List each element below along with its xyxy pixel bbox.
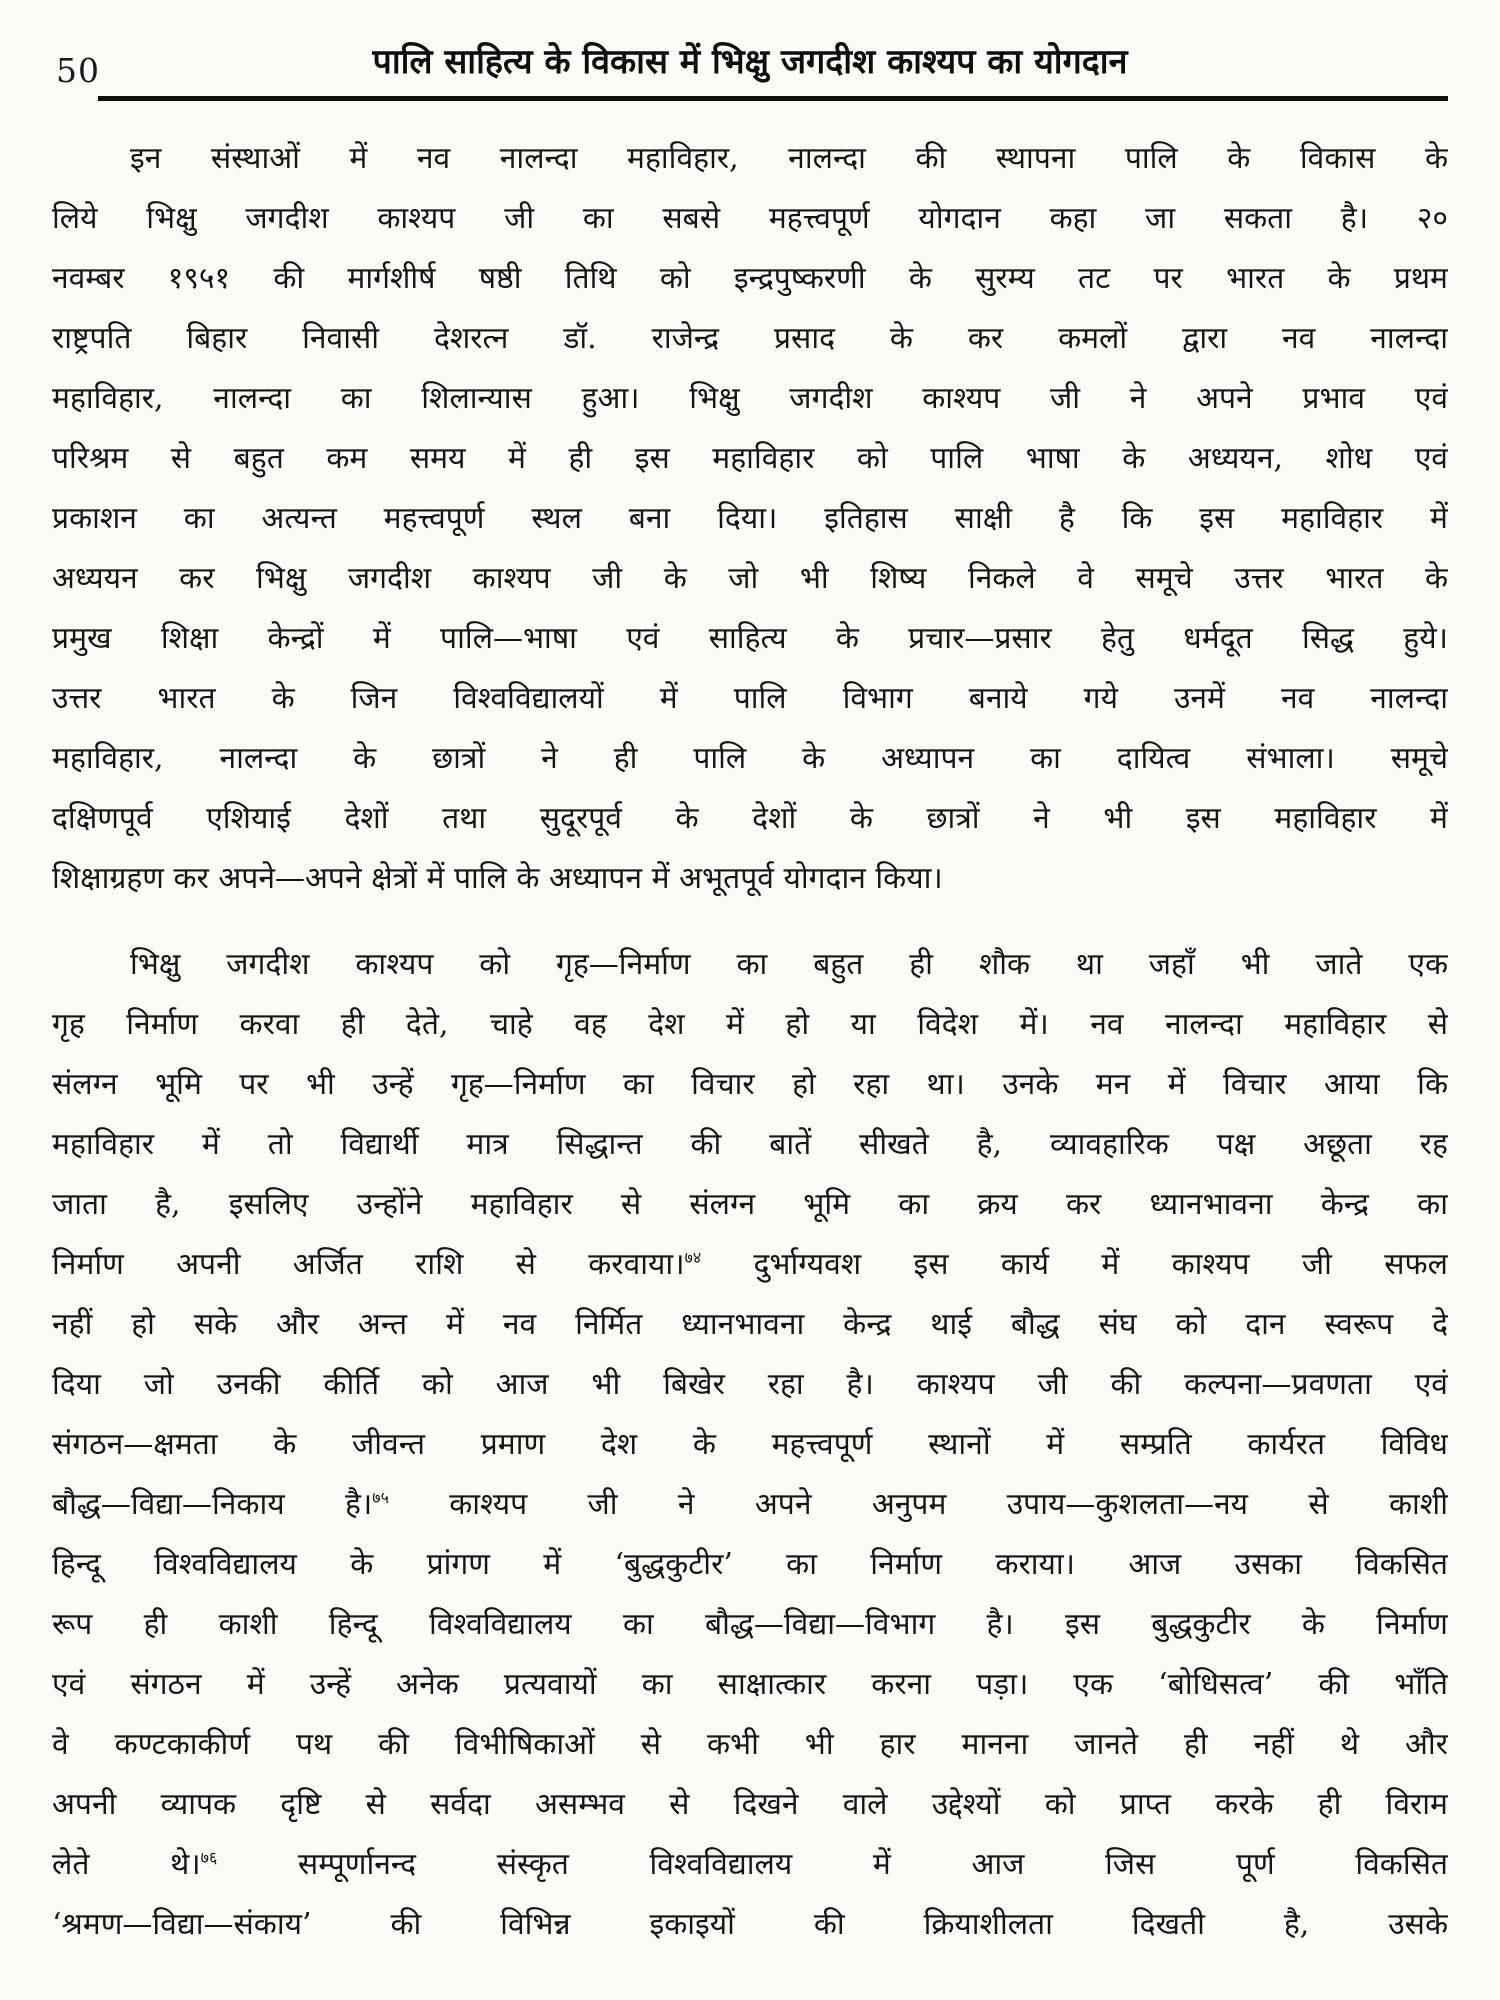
text-line: लेते थे।$^{७६}$ सम्पूर्णानन्द संस्कृत विश्वविद्यालय में आज जिस पूर्ण विकसित: [52, 1847, 1448, 1882]
footnote-marker: ७४: [684, 1248, 702, 1267]
text-line: अपनी व्यापक दृष्टि से सर्वदा असम्भव से दिखने वाले उद्देश्यों को प्राप्त करके ही विराम: [52, 1787, 1448, 1822]
text-line: दिया जो उनकी कीर्ति को आज भी बिखेर रहा है। काश्यप जी की कल्पना—प्रवणता एवं: [52, 1367, 1448, 1402]
text-line: बौद्ध—विद्या—निकाय है।$^{७५}$ काश्यप जी ने अपने अनुपम उपाय—कुशलता—नय से काशी: [52, 1487, 1448, 1522]
text-line: भिक्षु जगदीश काश्यप को गृह—निर्माण का बहुत ही शौक था जहाँ भी जाते एक: [130, 947, 1448, 982]
text-line: संगठन—क्षमता के जीवन्त प्रमाण देश के महत्त्वपूर्ण स्थानों में सम्प्रति कार्यरत विविध: [52, 1427, 1448, 1462]
text-line: अध्ययन कर भिक्षु जगदीश काश्यप जी के जो भी शिष्य निकले वे समूचे उत्तर भारत के: [52, 561, 1448, 596]
header-divider: [98, 96, 1448, 101]
page-number: 50: [56, 51, 100, 90]
text-line: इन संस्थाओं में नव नालन्दा महाविहार, नालन्दा की स्थापना पालि के विकास के: [130, 141, 1448, 176]
paragraph-2: [52, 935, 1448, 1955]
text-line: महाविहार, नालन्दा के छात्रों ने ही पालि के अध्यापन का दायित्व संभाला। समूचे: [52, 741, 1448, 776]
text-line: प्रकाशन का अत्यन्त महत्त्वपूर्ण स्थल बना दिया। इतिहास साक्षी है कि इस महाविहार में: [52, 501, 1448, 536]
paragraph-1: [52, 129, 1448, 909]
page-body: [52, 129, 1448, 1955]
text-line: जाता है, इसलिए उन्होंने महाविहार से संलग्न भूमि का क्रय कर ध्यानभावना केन्द्र का: [52, 1187, 1448, 1222]
text-line: उत्तर भारत के जिन विश्वविद्यालयों में पालि विभाग बनाये गये उनमें नव नालन्दा: [52, 681, 1448, 716]
text-line: प्रमुख शिक्षा केन्द्रों में पालि—भाषा एवं साहित्य के प्रचार—प्रसार हेतु धर्मदूत सिद्ध हुये।: [52, 621, 1448, 656]
footnote-marker: ७५: [372, 1488, 389, 1507]
text-line: हिन्दू विश्वविद्यालय के प्रांगण में ‘बुद्धकुटीर’ का निर्माण कराया। आज उसका विकसित: [52, 1547, 1448, 1582]
text-line: दक्षिणपूर्व एशियाई देशों तथा सुदूरपूर्व के देशों के छात्रों ने भी इस महाविहार में: [52, 801, 1448, 836]
text-line: एवं संगठन में उन्हें अनेक प्रत्यवायों का साक्षात्कार करना पड़ा। एक ‘बोधिसत्व’ की भाँति: [52, 1667, 1448, 1702]
text-line: शिक्षाग्रहण कर अपने—अपने क्षेत्रों में पालि के अध्यापन में अभूतपूर्व योगदान किया।: [52, 861, 943, 896]
text-line: महाविहार, नालन्दा का शिलान्यास हुआ। भिक्षु जगदीश काश्यप जी ने अपने प्रभाव एवं: [52, 381, 1448, 416]
page-title: पालि साहित्य के विकास में भिक्षु जगदीश काश्यप का योगदान: [372, 42, 1128, 82]
page-header: [52, 34, 1448, 90]
footnote-marker: ७६: [200, 1848, 218, 1867]
text-line: निर्माण अपनी अर्जित राशि से करवाया।$^{७४}$ दुर्भाग्यवश इस कार्य में काश्यप जी सफल: [52, 1247, 1448, 1282]
text-line: गृह निर्माण करवा ही देते, चाहे वह देश में हो या विदेश में। नव नालन्दा महाविहार से: [52, 1007, 1448, 1042]
text-line: महाविहार में तो विद्यार्थी मात्र सिद्धान्त की बातें सीखते है, व्यावहारिक पक्ष अछूता रह: [52, 1127, 1448, 1162]
text-line: वे कण्टकाकीर्ण पथ की विभीषिकाओं से कभी भी हार मानना जानते ही नहीं थे और: [52, 1727, 1448, 1762]
text-line: संलग्न भूमि पर भी उन्हें गृह—निर्माण का विचार हो रहा था। उनके मन में विचार आया कि: [52, 1067, 1448, 1102]
text-line: रूप ही काशी हिन्दू विश्वविद्यालय का बौद्ध—विद्या—विभाग है। इस बुद्धकुटीर के निर्माण: [52, 1607, 1448, 1642]
text-line: राष्ट्रपति बिहार निवासी देशरत्न डॉ. राजेन्द्र प्रसाद के कर कमलों द्वारा नव नालन्दा: [52, 321, 1448, 356]
text-line: नहीं हो सके और अन्त में नव निर्मित ध्यानभावना केन्द्र थाई बौद्ध संघ को दान स्वरूप दे: [52, 1307, 1448, 1342]
text-line: ‘श्रमण—विद्या—संकाय’ की विभिन्न इकाइयों की क्रियाशीलता दिखती है, उसके: [52, 1907, 1448, 1942]
text-line: नवम्बर १९५१ की मार्गशीर्ष षष्ठी तिथि को इन्द्रपुष्करणी के सुरम्य तट पर भारत के प्रथम: [52, 261, 1448, 296]
text-line: लिये भिक्षु जगदीश काश्यप जी का सबसे महत्त्वपूर्ण योगदान कहा जा सकता है। २०: [52, 201, 1448, 236]
text-line: परिश्रम से बहुत कम समय में ही इस महाविहार को पालि भाषा के अध्ययन, शोध एवं: [52, 441, 1448, 476]
